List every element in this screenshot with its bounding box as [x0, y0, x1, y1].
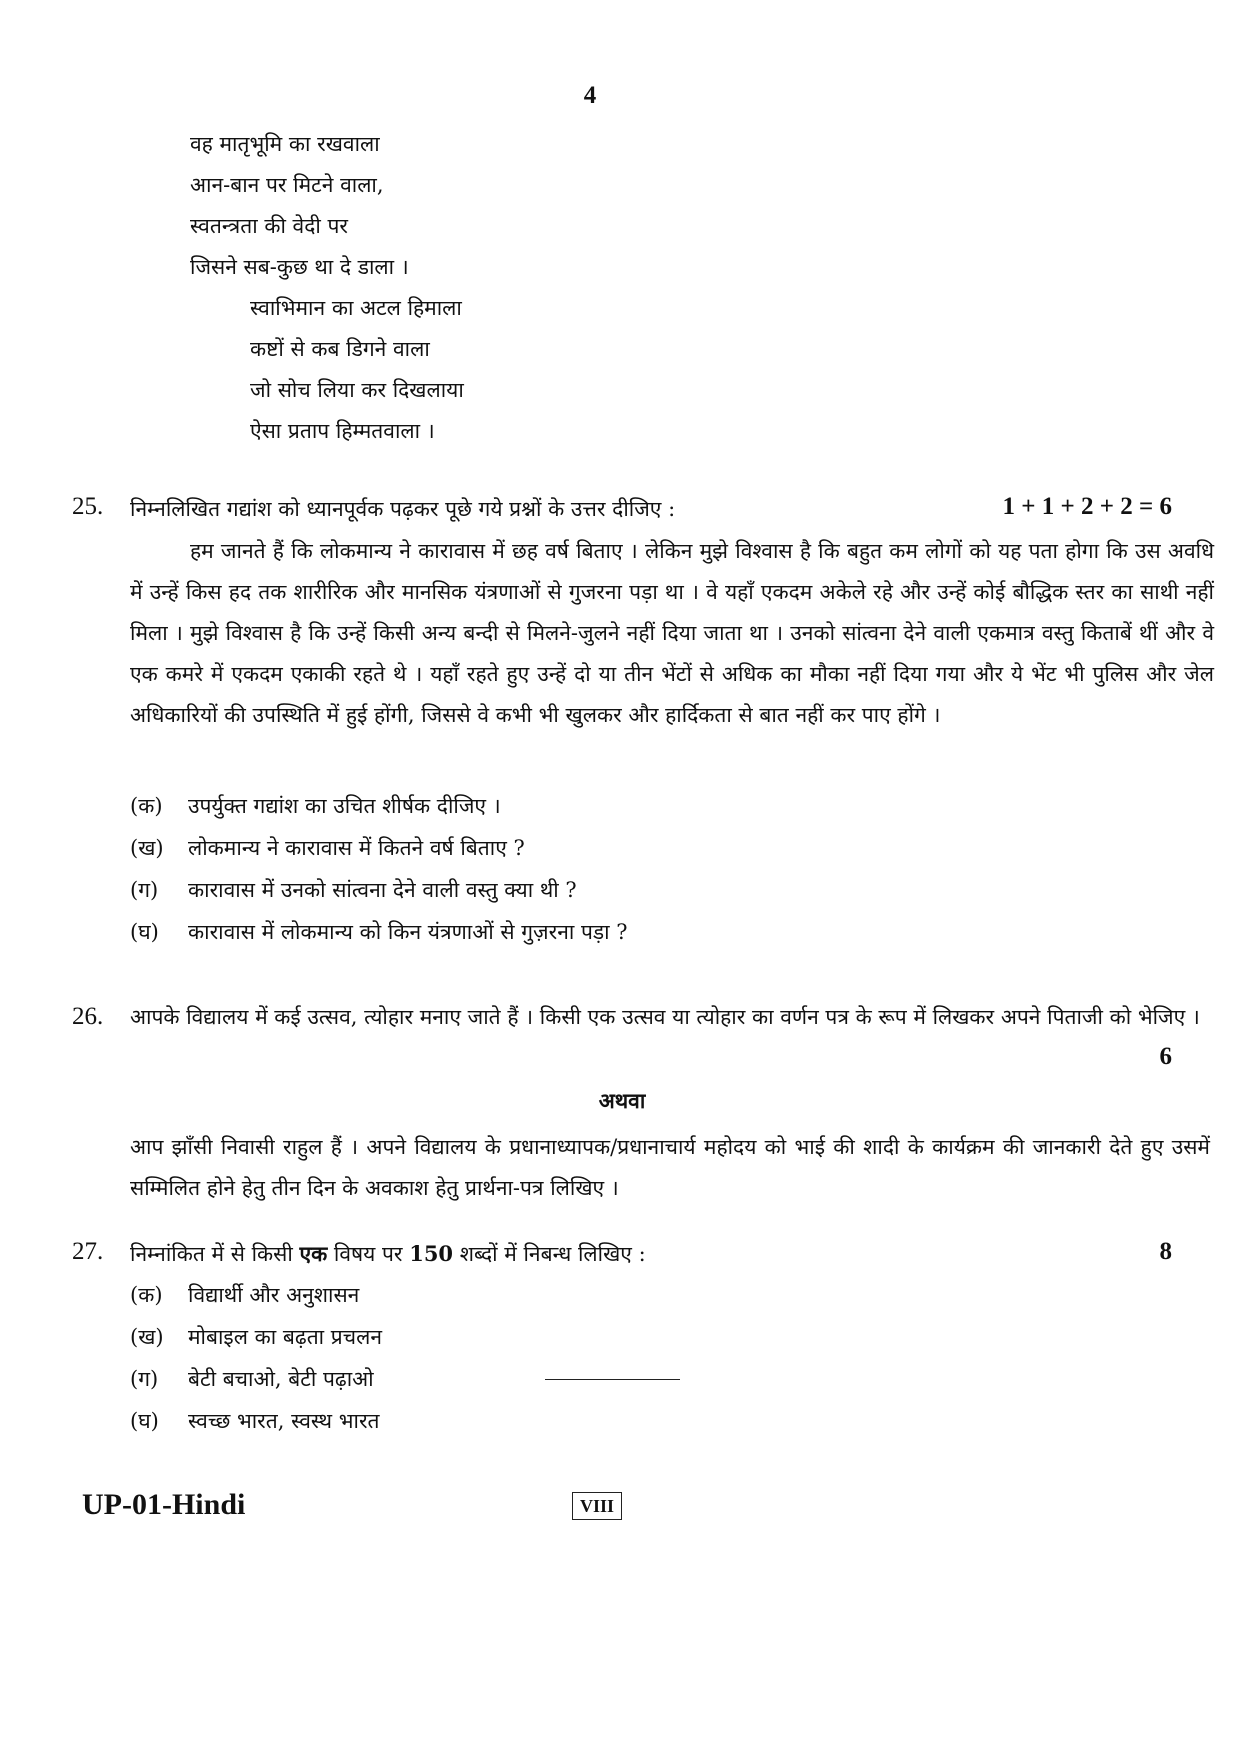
passage: हम जानते हैं कि लोकमान्य ने कारावास में छह वर्ष बिताए । लेकिन मुझे विश्वास है कि बहुत कम लोगों को यह पता होगा कि उस अवधि में उन्हें किस हद तक शारीरिक और मानसिक यंत्रणाओं से गुजरना पड़ा था । वे यहाँ एकदम अकेले रहे और उन्हें कोई बौद्धिक स्तर का साथी नहीं मिला । मुझे विश्वास है कि उन्हें किसी अन्य बन्दी से मिलने-जुलने नहीं दिया जाता था । उनको सांत्वना देने वाली एकमात्र वस्तु किताबें थीं और वे एक कमरे में एकदम एकाकी रहते थे । यहाँ रहते हुए उन्हें दो या तीन भेंटों से अधिक का मौका नहीं दिया गया और ये भेंट भी पुलिस और जेल अधिकारियों की उपस्थिति में हुई होंगी, जिससे वे कभी भी खुलकर और हार्दिकता से बात नहीं कर पाए होंगे ।: [130, 539, 1214, 727]
poem-line: जिसने सब-कुछ था दे डाला ।: [190, 255, 409, 279]
essay-topic: (ख) मोबाइल का बढ़ता प्रचलन: [130, 1325, 382, 1349]
alternative-question-text: आप झाँसी निवासी राहुल हैं । अपने विद्यालय के प्रधानाध्यापक/प्रधानाचार्य महोदय को भाई की शादी के कार्यक्रम की जानकारी देते हुए उसमें सम्मिलित होने हेतु तीन दिन के अवकाश हेतु प्रार्थना-पत्र लिखिए ।: [130, 1135, 1210, 1200]
question-marks: 1 + 1 + 2 + 2 = 6: [1002, 493, 1172, 520]
or-separator: अथवा: [598, 1088, 646, 1113]
sub-question: (घ) कारावास में लोकमान्य को किन यंत्रणाओं से गुज़रना पड़ा ?: [130, 920, 628, 944]
question-number: 27.: [72, 1238, 104, 1265]
question-text: आपके विद्यालय में कई उत्सव, त्योहार मनाए जाते हैं । किसी एक उत्सव या त्योहार का वर्णन पत्र के रूप में लिखकर अपने पिताजी को भेजिए ।: [130, 1005, 1200, 1029]
poem: [190, 124, 464, 452]
question-number: 26.: [72, 1003, 104, 1030]
essay-topic: (घ) स्वच्छ भारत, स्वस्थ भारत: [130, 1409, 380, 1433]
sub-question: (ग) कारावास में उनको सांत्वना देने वाली वस्तु क्या थी ?: [130, 878, 577, 902]
essay-topics: [130, 1274, 382, 1442]
page-number: 4: [583, 82, 597, 109]
series-box: VIII: [572, 1492, 622, 1520]
poem-line: स्वाभिमान का अटल हिमाला: [250, 296, 462, 320]
poem-line: जो सोच लिया कर दिखलाया: [250, 378, 464, 402]
poem-line: स्वतन्त्रता की वेदी पर: [190, 214, 349, 238]
sub-question: (ख) लोकमान्य ने कारावास में कितने वर्ष बिताए ?: [130, 836, 525, 860]
question-marks: 8: [1159, 1238, 1172, 1265]
poem-line: ऐसा प्रताप हिम्मतवाला ।: [250, 419, 435, 443]
question-instruction: निम्नलिखित गद्यांश को ध्यानपूर्वक पढ़कर पूछे गये प्रश्नों के उत्तर दीजिए :: [130, 497, 676, 521]
paper-code: UP-01-Hindi: [82, 1488, 246, 1521]
question-marks: 6: [1159, 1043, 1172, 1070]
essay-topic: (क) विद्यार्थी और अनुशासन: [130, 1283, 360, 1307]
question-number: 25.: [72, 493, 104, 520]
sub-question: (क) उपर्युक्त गद्यांश का उचित शीर्षक दीजिए ।: [130, 794, 501, 818]
question-instruction: निम्नांकित में से किसी एक विषय पर 150 शब्दों में निबन्ध लिखिए :: [130, 1241, 646, 1266]
poem-line: आन-बान पर मिटने वाला,: [190, 173, 384, 197]
end-rule: [545, 1379, 680, 1380]
essay-topic: (ग) बेटी बचाओ, बेटी पढ़ाओ: [130, 1367, 374, 1391]
sub-questions: [130, 785, 628, 953]
poem-line: कष्टों से कब डिगने वाला: [250, 337, 430, 361]
poem-line: वह मातृभूमि का रखवाला: [190, 132, 380, 156]
